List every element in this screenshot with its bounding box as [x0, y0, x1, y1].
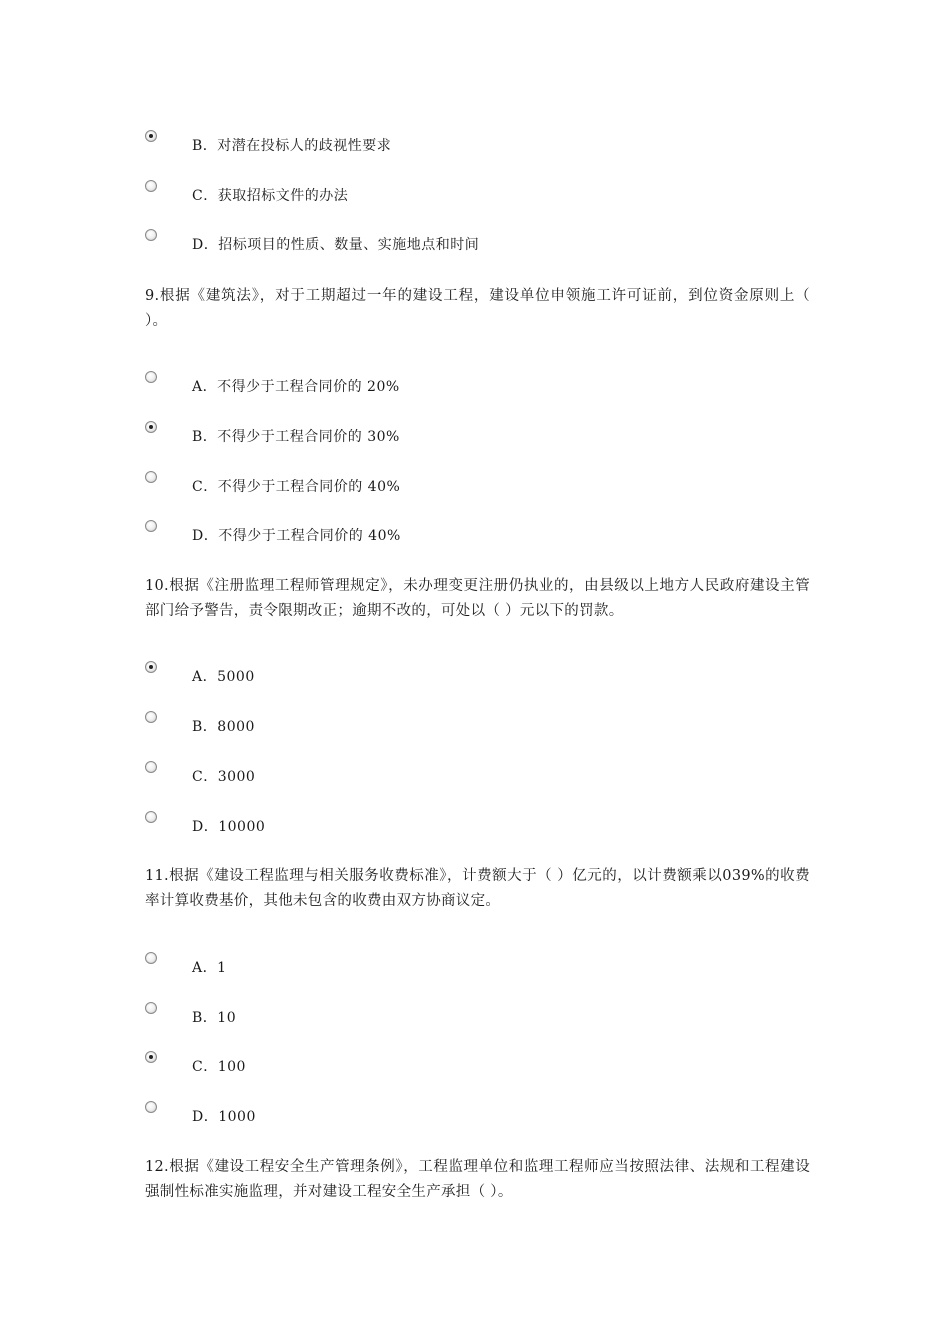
q10-option-c[interactable]: [0, 761, 950, 791]
radio-button-icon[interactable]: [145, 371, 157, 383]
question-11-text: 11.根据《建设工程监理与相关服务收费标准》，计费额大于（ ）亿元的，以计费额乘以039%的收费率计算收费基价，其他未包含的收费由双方协商议定。: [145, 868, 810, 909]
radio-button-checked-icon[interactable]: [145, 661, 157, 673]
q11-option-d[interactable]: [0, 1101, 950, 1131]
option-label: D．不得少于工程合同价的 40%: [192, 528, 401, 544]
q9-option-d[interactable]: [0, 520, 950, 550]
option-label: A．5000: [192, 669, 255, 685]
q11-option-b[interactable]: [0, 1002, 950, 1032]
radio-button-icon[interactable]: [145, 711, 157, 723]
q8-option-c[interactable]: [0, 180, 950, 210]
radio-button-icon[interactable]: [145, 761, 157, 773]
q10-option-b[interactable]: [0, 711, 950, 741]
radio-button-icon[interactable]: [145, 1002, 157, 1014]
radio-button-icon[interactable]: [145, 1101, 157, 1113]
question-10-text: 10.根据《注册监理工程师管理规定》，未办理变更注册仍执业的，由县级以上地方人民政府建设主管部门给予警告，责令限期改正；逾期不改的，可处以（ ）元以下的罚款。: [145, 578, 810, 619]
radio-button-checked-icon[interactable]: [145, 421, 157, 433]
option-label: A．不得少于工程合同价的 20%: [192, 379, 400, 395]
question-12-text: 12.根据《建设工程安全生产管理条例》，工程监理单位和监理工程师应当按照法律、法规和工程建设强制性标准实施监理，并对建设工程安全生产承担（ ）。: [145, 1159, 810, 1200]
q11-option-a[interactable]: [0, 952, 950, 982]
option-label: C．100: [192, 1059, 246, 1075]
option-label: B．不得少于工程合同价的 30%: [192, 429, 400, 445]
option-label: D．招标项目的性质、数量、实施地点和时间: [192, 237, 480, 253]
option-label: A．1: [192, 960, 227, 976]
radio-button-icon[interactable]: [145, 952, 157, 964]
radio-button-icon[interactable]: [145, 229, 157, 241]
radio-button-icon[interactable]: [145, 520, 157, 532]
radio-button-checked-icon[interactable]: [145, 130, 157, 142]
question-9-text: 9.根据《建筑法》，对于工期超过一年的建设工程，建设单位申领施工许可证前，到位资金原则上（ ）。: [145, 288, 810, 329]
q8-option-b[interactable]: [0, 130, 950, 160]
q9-option-c[interactable]: [0, 471, 950, 501]
q10-option-a[interactable]: [0, 661, 950, 691]
option-label: D．10000: [192, 819, 266, 835]
q9-option-a[interactable]: [0, 371, 950, 401]
option-label: B．8000: [192, 719, 255, 735]
radio-button-icon[interactable]: [145, 180, 157, 192]
q11-option-c[interactable]: [0, 1051, 950, 1081]
option-label: B．10: [192, 1010, 237, 1026]
radio-button-icon[interactable]: [145, 471, 157, 483]
radio-button-checked-icon[interactable]: [145, 1051, 157, 1063]
option-label: C．不得少于工程合同价的 40%: [192, 479, 401, 495]
option-label: B．对潜在投标人的歧视性要求: [192, 138, 392, 154]
q8-option-d[interactable]: [0, 229, 950, 259]
radio-button-icon[interactable]: [145, 811, 157, 823]
option-label: C．获取招标文件的办法: [192, 188, 349, 204]
option-label: C．3000: [192, 769, 256, 785]
q9-option-b[interactable]: [0, 421, 950, 451]
option-label: D．1000: [192, 1109, 256, 1125]
q10-option-d[interactable]: [0, 811, 950, 841]
